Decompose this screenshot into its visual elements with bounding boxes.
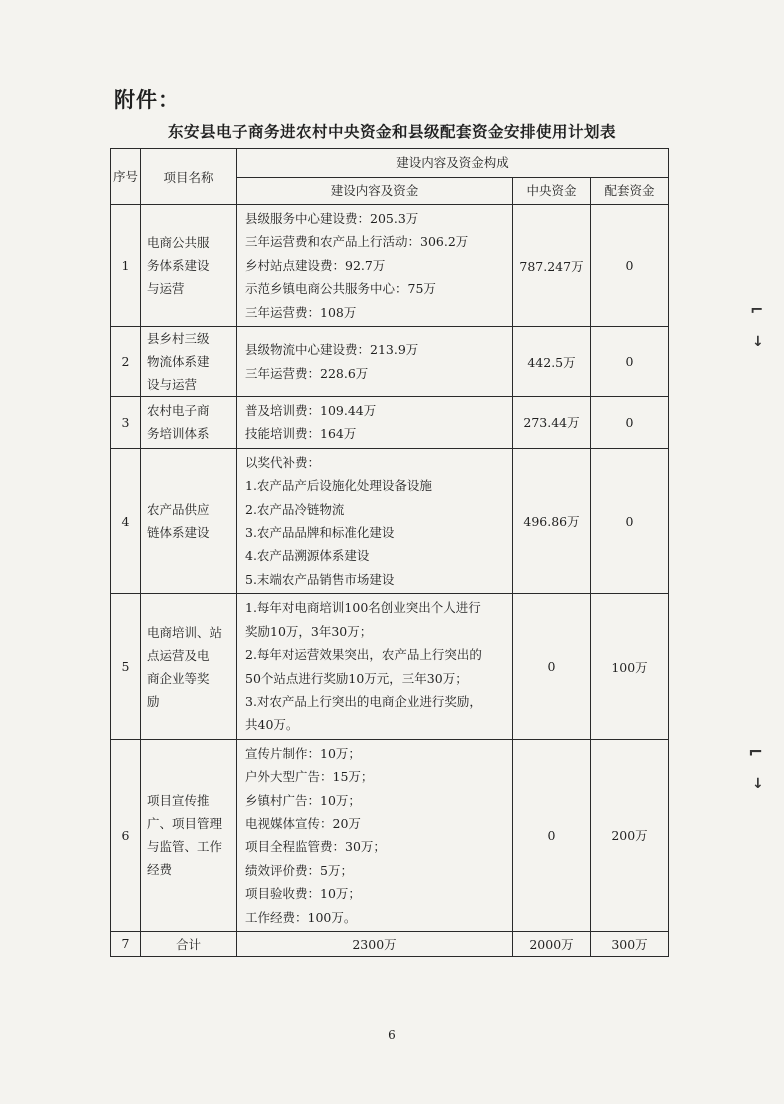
table-row bbox=[111, 594, 669, 739]
header-central-funds: 中央资金 bbox=[513, 178, 591, 205]
attachment-label: 附件： bbox=[114, 88, 180, 112]
row-project-name: 农产品供应 链体系建设 bbox=[141, 448, 237, 593]
page-number: 6 bbox=[388, 1028, 396, 1042]
row-project-name: 电商培训、站 点运营及电 商企业等奖 励 bbox=[141, 594, 237, 739]
row-details: 县级服务中心建设费：205.3万 三年运营费和农产品上行活动：306.2万 乡村站点建设费：92.7万 示范乡镇电商公共服务中心：75万 三年运营费：108万 bbox=[237, 205, 513, 327]
total-row bbox=[111, 931, 669, 956]
row-seq: 4 bbox=[111, 448, 141, 593]
row-central-funds: 442.5万 bbox=[513, 327, 591, 397]
total-seq: 7 bbox=[111, 931, 141, 956]
total-label: 合计 bbox=[141, 931, 237, 956]
row-details: 1.每年对电商培训100名创业突出个人进行 奖励10万，3年30万； 2.每年对运营效果突出，农产品上行突出的 50个站点进行奖励10万元，三年30万； 3.对农产品上行突出的电商企业进行奖励， 共40万。 bbox=[237, 594, 513, 739]
header-construction-group: 建设内容及资金构成 bbox=[237, 149, 669, 178]
row-seq: 2 bbox=[111, 327, 141, 397]
total-matching-funds: 300万 bbox=[591, 931, 669, 956]
row-matching-funds: 100万 bbox=[591, 594, 669, 739]
row-matching-funds: 0 bbox=[591, 448, 669, 593]
row-central-funds: 0 bbox=[513, 739, 591, 931]
total-central-funds: 2000万 bbox=[513, 931, 591, 956]
row-project-name: 县乡村三级 物流体系建 设与运营 bbox=[141, 327, 237, 397]
header-row-top bbox=[111, 149, 669, 178]
table-row bbox=[111, 739, 669, 931]
table-row bbox=[111, 205, 669, 327]
total-amount: 2300万 bbox=[237, 931, 513, 956]
row-matching-funds: 0 bbox=[591, 327, 669, 397]
funding-plan-table bbox=[110, 148, 669, 957]
row-central-funds: 273.44万 bbox=[513, 397, 591, 449]
margin-mark: ↓ bbox=[752, 776, 764, 792]
row-details: 县级物流中心建设费：213.9万 三年运营费：228.6万 bbox=[237, 327, 513, 397]
header-content-and-funds: 建设内容及资金 bbox=[237, 178, 513, 205]
row-matching-funds: 0 bbox=[591, 397, 669, 449]
margin-mark: ⌐ bbox=[750, 300, 764, 319]
margin-mark: ⌐ bbox=[748, 742, 764, 763]
header-project-name: 项目名称 bbox=[141, 149, 237, 205]
row-project-name: 农村电子商 务培训体系 bbox=[141, 397, 237, 449]
row-seq: 1 bbox=[111, 205, 141, 327]
row-central-funds: 787.247万 bbox=[513, 205, 591, 327]
row-central-funds: 496.86万 bbox=[513, 448, 591, 593]
row-seq: 6 bbox=[111, 739, 141, 931]
margin-mark: ↓ bbox=[752, 334, 764, 350]
table-row bbox=[111, 327, 669, 397]
table-title: 东安县电子商务进农村中央资金和县级配套资金安排使用计划表 bbox=[167, 123, 616, 141]
row-details: 宣传片制作：10万； 户外大型广告：15万； 乡镇村广告：10万； 电视媒体宣传：20万 项目全程监管费：30万； 绩效评价费：5万； 项目验收费：10万； 工作经费：100万。 bbox=[237, 739, 513, 931]
table-row bbox=[111, 448, 669, 593]
row-seq: 3 bbox=[111, 397, 141, 449]
row-seq: 5 bbox=[111, 594, 141, 739]
row-central-funds: 0 bbox=[513, 594, 591, 739]
row-details: 以奖代补费： 1.农产品产后设施化处理设备设施 2.农产品冷链物流 3.农产品品牌和标准化建设 4.农产品溯源体系建设 5.末端农产品销售市场建设 bbox=[237, 448, 513, 593]
header-matching-funds: 配套资金 bbox=[591, 178, 669, 205]
row-matching-funds: 200万 bbox=[591, 739, 669, 931]
header-seq: 序号 bbox=[111, 149, 141, 205]
row-matching-funds: 0 bbox=[591, 205, 669, 327]
row-project-name: 项目宣传推 广、项目管理 与监管、工作 经费 bbox=[141, 739, 237, 931]
table-row bbox=[111, 397, 669, 449]
row-details: 普及培训费：109.44万 技能培训费：164万 bbox=[237, 397, 513, 449]
row-project-name: 电商公共服 务体系建设 与运营 bbox=[141, 205, 237, 327]
